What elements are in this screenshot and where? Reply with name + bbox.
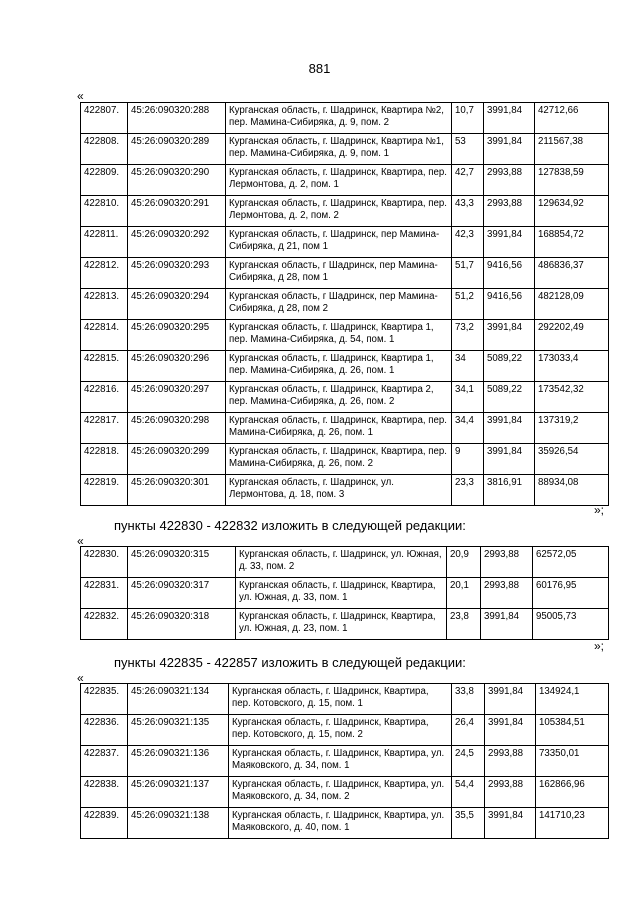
row-number-cell: 422818. bbox=[81, 444, 128, 475]
area-cell: 33,8 bbox=[452, 684, 485, 715]
table-row bbox=[81, 165, 609, 196]
address-cell: Курганская область, г. Шадринск, Квартира, пер. Котовского, д. 15, пом. 2 bbox=[229, 715, 452, 746]
specific-value-cell: 9416,56 bbox=[484, 289, 535, 320]
cadastral-number-cell: 45:26:090320:290 bbox=[128, 165, 226, 196]
table-row bbox=[81, 684, 609, 715]
cadastral-number-cell: 45:26:090320:296 bbox=[128, 351, 226, 382]
address-cell: Курганская область, г. Шадринск, Квартира, пер. Мамина-Сибиряка, д. 26, пом. 1 bbox=[226, 413, 452, 444]
cadastral-number-cell: 45:26:090320:317 bbox=[128, 578, 236, 609]
row-number-cell: 422816. bbox=[81, 382, 128, 413]
row-number-cell: 422835. bbox=[81, 684, 128, 715]
address-cell: Курганская область, г. Шадринск, Квартира 1, пер. Мамина-Сибиряка, д. 54, пом. 1 bbox=[226, 320, 452, 351]
cadastral-number-cell: 45:26:090321:135 bbox=[128, 715, 229, 746]
specific-value-cell: 3991,84 bbox=[484, 103, 535, 134]
row-number-cell: 422817. bbox=[81, 413, 128, 444]
register-table-1 bbox=[80, 102, 609, 506]
area-cell: 51,7 bbox=[452, 258, 484, 289]
row-number-cell: 422830. bbox=[81, 547, 128, 578]
table-row bbox=[81, 746, 609, 777]
cadastral-value-cell: 486836,37 bbox=[535, 258, 609, 289]
cadastral-value-cell: 95005,73 bbox=[533, 609, 609, 640]
cadastral-value-cell: 42712,66 bbox=[535, 103, 609, 134]
address-cell: Курганская область, г. Шадринск, ул. Лермонтова, д. 18, пом. 3 bbox=[226, 475, 452, 506]
cadastral-number-cell: 45:26:090320:299 bbox=[128, 444, 226, 475]
area-cell: 20,1 bbox=[447, 578, 481, 609]
specific-value-cell: 3991,84 bbox=[484, 134, 535, 165]
cadastral-value-cell: 35926,54 bbox=[535, 444, 609, 475]
cadastral-value-cell: 211567,38 bbox=[535, 134, 609, 165]
cadastral-value-cell: 105384,51 bbox=[536, 715, 609, 746]
cadastral-number-cell: 45:26:090321:138 bbox=[128, 808, 229, 839]
row-number-cell: 422839. bbox=[81, 808, 128, 839]
register-table-3 bbox=[80, 683, 609, 839]
area-cell: 35,5 bbox=[452, 808, 485, 839]
address-cell: Курганская область, г Шадринск, пер Мамина-Сибиряка, д 28, пом 2 bbox=[226, 289, 452, 320]
row-number-cell: 422832. bbox=[81, 609, 128, 640]
area-cell: 42,7 bbox=[452, 165, 484, 196]
table-row bbox=[81, 578, 609, 609]
address-cell: Курганская область, г Шадринск, пер Мамина-Сибиряка, д 28, пом 1 bbox=[226, 258, 452, 289]
address-cell: Курганская область, г. Шадринск, ул. Южная, д. 33, пом. 2 bbox=[236, 547, 447, 578]
cadastral-number-cell: 45:26:090321:136 bbox=[128, 746, 229, 777]
specific-value-cell: 3991,84 bbox=[484, 227, 535, 258]
address-cell: Курганская область, г. Шадринск, Квартира, пер. Котовского, д. 15, пом. 1 bbox=[229, 684, 452, 715]
address-cell: Курганская область, г. Шадринск, Квартира, пер. Лермонтова, д. 2, пом. 2 bbox=[226, 196, 452, 227]
cadastral-number-cell: 45:26:090320:288 bbox=[128, 103, 226, 134]
address-cell: Курганская область, г. Шадринск, Квартира, ул. Маяковского, д. 34, пом. 1 bbox=[229, 746, 452, 777]
cadastral-value-cell: 162866,96 bbox=[536, 777, 609, 808]
specific-value-cell: 3991,84 bbox=[485, 808, 536, 839]
specific-value-cell: 9416,56 bbox=[484, 258, 535, 289]
table-row bbox=[81, 258, 609, 289]
page-number: 881 bbox=[308, 61, 331, 76]
open-quote: « bbox=[77, 671, 84, 685]
address-cell: Курганская область, г. Шадринск, Квартира, пер. Лермонтова, д. 2, пом. 1 bbox=[226, 165, 452, 196]
cadastral-value-cell: 173542,32 bbox=[535, 382, 609, 413]
specific-value-cell: 2993,88 bbox=[484, 165, 535, 196]
table-row bbox=[81, 475, 609, 506]
specific-value-cell: 3991,84 bbox=[485, 715, 536, 746]
area-cell: 20,9 bbox=[447, 547, 481, 578]
specific-value-cell: 2993,88 bbox=[485, 746, 536, 777]
table-row bbox=[81, 413, 609, 444]
specific-value-cell: 3991,84 bbox=[485, 684, 536, 715]
specific-value-cell: 3816,91 bbox=[484, 475, 535, 506]
specific-value-cell: 2993,88 bbox=[481, 578, 533, 609]
table-row bbox=[81, 103, 609, 134]
area-cell: 34,1 bbox=[452, 382, 484, 413]
table-row bbox=[81, 444, 609, 475]
cadastral-number-cell: 45:26:090320:301 bbox=[128, 475, 226, 506]
amendment-paragraph-1: пункты 422830 - 422832 изложить в следующей редакции: bbox=[114, 518, 466, 533]
cadastral-number-cell: 45:26:090321:137 bbox=[128, 777, 229, 808]
cadastral-value-cell: 173033,4 bbox=[535, 351, 609, 382]
close-quote: »; bbox=[594, 639, 605, 653]
row-number-cell: 422815. bbox=[81, 351, 128, 382]
table-row bbox=[81, 227, 609, 258]
address-cell: Курганская область, г. Шадринск, Квартира 1, пер. Мамина-Сибиряка, д. 26, пом. 1 bbox=[226, 351, 452, 382]
specific-value-cell: 2993,88 bbox=[481, 547, 533, 578]
area-cell: 26,4 bbox=[452, 715, 485, 746]
row-number-cell: 422808. bbox=[81, 134, 128, 165]
area-cell: 10,7 bbox=[452, 103, 484, 134]
cadastral-value-cell: 60176,95 bbox=[533, 578, 609, 609]
cadastral-value-cell: 482128,09 bbox=[535, 289, 609, 320]
table-row bbox=[81, 382, 609, 413]
cadastral-value-cell: 134924,1 bbox=[536, 684, 609, 715]
specific-value-cell: 2993,88 bbox=[485, 777, 536, 808]
cadastral-number-cell: 45:26:090321:134 bbox=[128, 684, 229, 715]
cadastral-value-cell: 127838,59 bbox=[535, 165, 609, 196]
open-quote: « bbox=[77, 534, 84, 548]
cadastral-value-cell: 141710,23 bbox=[536, 808, 609, 839]
cadastral-value-cell: 137319,2 bbox=[535, 413, 609, 444]
specific-value-cell: 3991,84 bbox=[484, 413, 535, 444]
open-quote: « bbox=[77, 89, 84, 103]
area-cell: 24,5 bbox=[452, 746, 485, 777]
cadastral-number-cell: 45:26:090320:294 bbox=[128, 289, 226, 320]
cadastral-number-cell: 45:26:090320:298 bbox=[128, 413, 226, 444]
cadastral-number-cell: 45:26:090320:293 bbox=[128, 258, 226, 289]
table-row bbox=[81, 715, 609, 746]
area-cell: 34 bbox=[452, 351, 484, 382]
cadastral-value-cell: 62572,05 bbox=[533, 547, 609, 578]
row-number-cell: 422831. bbox=[81, 578, 128, 609]
cadastral-number-cell: 45:26:090320:318 bbox=[128, 609, 236, 640]
table-row bbox=[81, 808, 609, 839]
address-cell: Курганская область, г. Шадринск, Квартира, ул. Маяковского, д. 40, пом. 1 bbox=[229, 808, 452, 839]
row-number-cell: 422811. bbox=[81, 227, 128, 258]
row-number-cell: 422838. bbox=[81, 777, 128, 808]
row-number-cell: 422812. bbox=[81, 258, 128, 289]
address-cell: Курганская область, г. Шадринск, Квартира №1, пер. Мамина-Сибиряка, д. 9, пом. 1 bbox=[226, 134, 452, 165]
area-cell: 9 bbox=[452, 444, 484, 475]
cadastral-number-cell: 45:26:090320:292 bbox=[128, 227, 226, 258]
table-row bbox=[81, 351, 609, 382]
table-row bbox=[81, 196, 609, 227]
cadastral-number-cell: 45:26:090320:315 bbox=[128, 547, 236, 578]
cadastral-number-cell: 45:26:090320:289 bbox=[128, 134, 226, 165]
cadastral-number-cell: 45:26:090320:297 bbox=[128, 382, 226, 413]
cadastral-value-cell: 88934,08 bbox=[535, 475, 609, 506]
row-number-cell: 422809. bbox=[81, 165, 128, 196]
specific-value-cell: 3991,84 bbox=[481, 609, 533, 640]
cadastral-value-cell: 168854,72 bbox=[535, 227, 609, 258]
area-cell: 23,3 bbox=[452, 475, 484, 506]
row-number-cell: 422810. bbox=[81, 196, 128, 227]
address-cell: Курганская область, г. Шадринск, Квартира №2, пер. Мамина-Сибиряка, д. 9, пом. 2 bbox=[226, 103, 452, 134]
address-cell: Курганская область, г. Шадринск, Квартира, ул. Южная, д. 33, пом. 1 bbox=[236, 578, 447, 609]
row-number-cell: 422807. bbox=[81, 103, 128, 134]
row-number-cell: 422813. bbox=[81, 289, 128, 320]
cadastral-number-cell: 45:26:090320:291 bbox=[128, 196, 226, 227]
table-row bbox=[81, 289, 609, 320]
specific-value-cell: 5089,22 bbox=[484, 382, 535, 413]
table-row bbox=[81, 134, 609, 165]
area-cell: 73,2 bbox=[452, 320, 484, 351]
address-cell: Курганская область, г. Шадринск, Квартира, ул. Маяковского, д. 34, пом. 2 bbox=[229, 777, 452, 808]
register-table-2 bbox=[80, 546, 609, 640]
address-cell: Курганская область, г. Шадринск, пер Мамина-Сибиряка, д 21, пом 1 bbox=[226, 227, 452, 258]
area-cell: 54,4 bbox=[452, 777, 485, 808]
row-number-cell: 422814. bbox=[81, 320, 128, 351]
address-cell: Курганская область, г. Шадринск, Квартира, ул. Южная, д. 23, пом. 1 bbox=[236, 609, 447, 640]
specific-value-cell: 2993,88 bbox=[484, 196, 535, 227]
cadastral-number-cell: 45:26:090320:295 bbox=[128, 320, 226, 351]
cadastral-value-cell: 129634,92 bbox=[535, 196, 609, 227]
area-cell: 42,3 bbox=[452, 227, 484, 258]
cadastral-value-cell: 73350,01 bbox=[536, 746, 609, 777]
specific-value-cell: 5089,22 bbox=[484, 351, 535, 382]
table-row bbox=[81, 777, 609, 808]
address-cell: Курганская область, г. Шадринск, Квартира 2, пер. Мамина-Сибиряка, д. 26, пом. 2 bbox=[226, 382, 452, 413]
row-number-cell: 422836. bbox=[81, 715, 128, 746]
area-cell: 51,2 bbox=[452, 289, 484, 320]
row-number-cell: 422819. bbox=[81, 475, 128, 506]
address-cell: Курганская область, г. Шадринск, Квартира, пер. Мамина-Сибиряка, д. 26, пом. 2 bbox=[226, 444, 452, 475]
specific-value-cell: 3991,84 bbox=[484, 320, 535, 351]
cadastral-value-cell: 292202,49 bbox=[535, 320, 609, 351]
table-row bbox=[81, 320, 609, 351]
area-cell: 34,4 bbox=[452, 413, 484, 444]
area-cell: 43,3 bbox=[452, 196, 484, 227]
table-row bbox=[81, 609, 609, 640]
amendment-paragraph-2: пункты 422835 - 422857 изложить в следующей редакции: bbox=[114, 655, 466, 670]
area-cell: 53 bbox=[452, 134, 484, 165]
close-quote: »; bbox=[594, 503, 605, 517]
table-row bbox=[81, 547, 609, 578]
area-cell: 23,8 bbox=[447, 609, 481, 640]
row-number-cell: 422837. bbox=[81, 746, 128, 777]
specific-value-cell: 3991,84 bbox=[484, 444, 535, 475]
